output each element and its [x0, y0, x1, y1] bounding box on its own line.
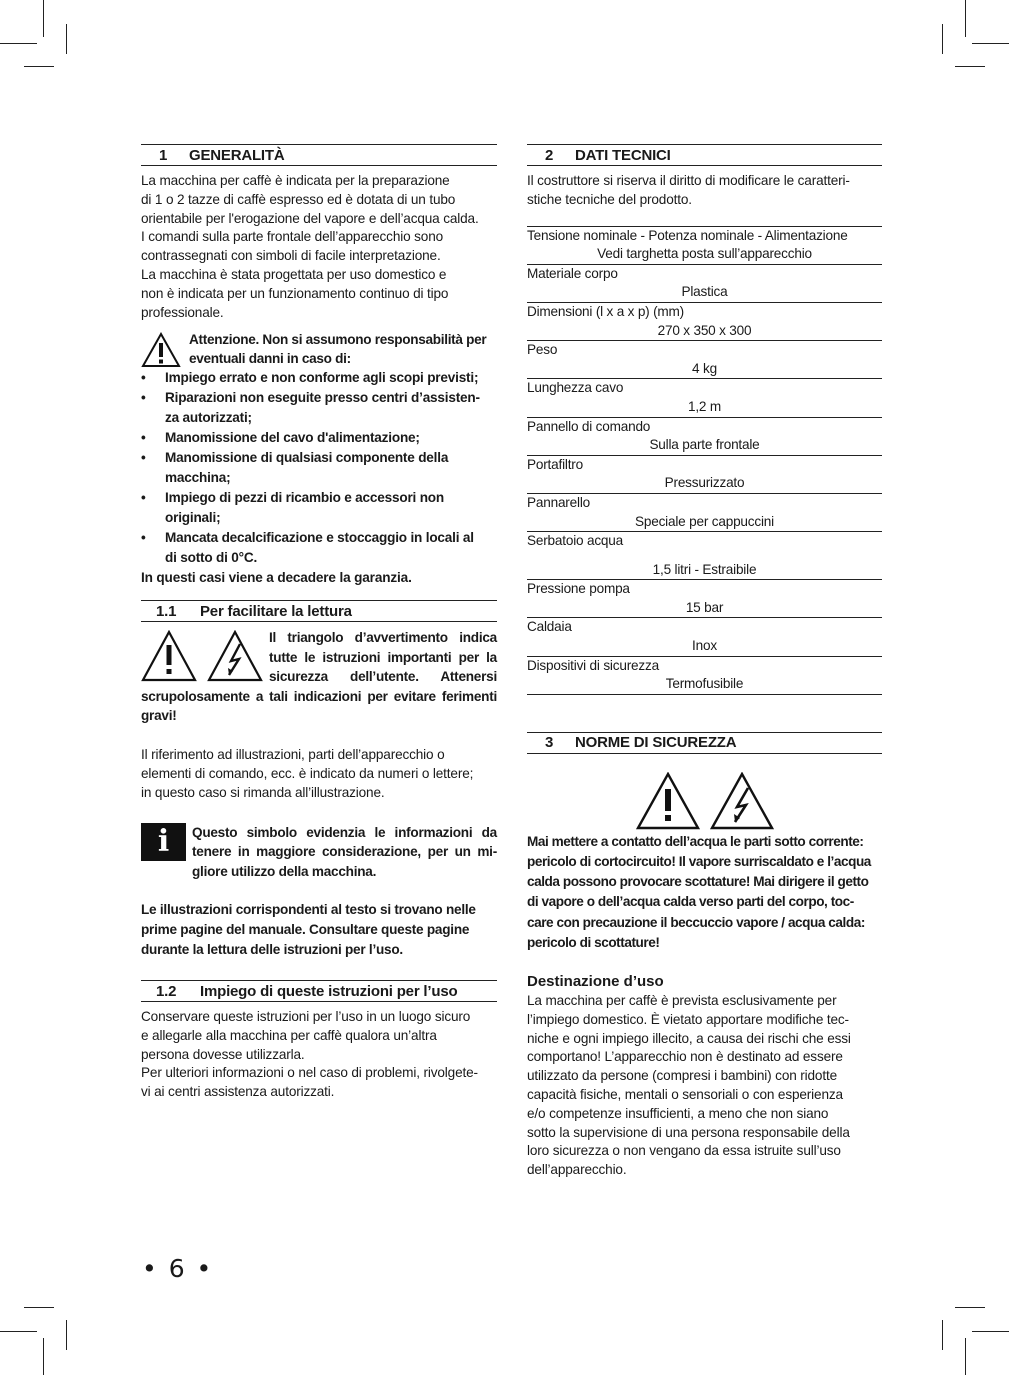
safety-icons	[527, 772, 882, 830]
info-text: Questo simbolo evidenzia le informazioni da tenere in maggiore considerazione, per un mi-gliore utilizzo della macchina.	[192, 824, 497, 879]
spec-row	[527, 265, 882, 303]
text-line: l’impiego domestico. È vietato apportare modifiche tec-	[527, 1011, 849, 1027]
spec-label: Dispositivi di sicurezza	[527, 657, 659, 673]
text-line: di 1 o 2 tazze di caffè espresso ed è dotata di un tubo	[141, 191, 456, 207]
spec-value: Sulla parte frontale	[649, 437, 760, 453]
text-line: Per ulteriori informazioni o nel caso di problemi, rivolgete-	[141, 1065, 478, 1081]
text-line: za autorizzati;	[165, 410, 252, 426]
spec-row	[527, 379, 882, 417]
text-line: Le illustrazioni corrispondenti al testo si trovano nelle	[141, 902, 476, 918]
spec-value: Termofusibile	[665, 676, 744, 692]
section-title: Impiego di queste istruzioni per l’uso	[200, 982, 458, 1000]
text-line: utilizzato da persone (compresi i bambini) con ridotte	[527, 1068, 837, 1084]
crop-mark	[965, 0, 966, 37]
list-item	[141, 488, 497, 528]
spec-label: Caldaia	[527, 619, 572, 635]
text-line: Manomissione di qualsiasi componente della	[165, 450, 449, 466]
crop-mark	[942, 24, 943, 54]
section-title: DATI TECNICI	[575, 146, 671, 164]
text-line: Mai mettere a contatto dell’acqua le parti sotto corrente:	[527, 833, 864, 849]
guarantee-note: In questi casi viene a decadere la garanzia.	[141, 570, 412, 586]
spec-label: Peso	[527, 342, 558, 358]
list-item	[141, 428, 497, 448]
liability-list	[141, 368, 497, 568]
text-line: contrassegnati con simboli di facile interpretazione.	[141, 248, 441, 264]
text-line: capacità fisiche, mentali o sensoriali o con esperienza	[527, 1087, 843, 1103]
text-line: orientabile per l'erogazione del vapore e dell’acqua calda.	[141, 210, 479, 226]
spec-label: Materiale corpo	[527, 265, 618, 281]
spec-label: Portafiltro	[527, 456, 583, 472]
text-line: niche e ogni impiego illecito, a causa dei rischi che essi	[527, 1030, 851, 1046]
spec-value: Speciale per cappuccini	[635, 513, 774, 529]
list-item	[141, 388, 497, 428]
text-line: Riparazioni non eseguite presso centri d’assisten-	[165, 390, 480, 406]
section-2-heading	[527, 144, 882, 166]
spec-row	[527, 227, 882, 265]
text-line: originali;	[165, 510, 221, 526]
spec-value: Vedi targhetta posta sull’apparecchio	[597, 246, 812, 262]
text-line: stiche tecniche del prodotto.	[527, 191, 692, 207]
text-line: La macchina è stata progettata per uso domestico e	[141, 266, 447, 282]
bullet-glyph: •	[141, 450, 146, 466]
left-column	[141, 144, 497, 1102]
right-column	[527, 144, 882, 1180]
spec-label: Serbatoio acqua	[527, 533, 624, 549]
list-item	[141, 368, 497, 388]
text-line: durante la lettura delle istruzioni per l’uso.	[141, 942, 403, 958]
page-number: • 6 •	[142, 1254, 214, 1283]
crop-mark	[972, 1331, 1009, 1332]
text-line: Attenzione. Non si assumono responsabilità per	[189, 332, 487, 348]
text-line: in questo caso si rimanda all’illustrazione.	[141, 785, 385, 800]
section-title: Per facilitare la lettura	[200, 602, 352, 620]
crop-mark	[0, 1331, 37, 1332]
text-line: dell’apparecchio.	[527, 1162, 627, 1178]
spec-row	[527, 580, 882, 618]
text-line: La macchina per caffè è prevista esclusivamente per	[527, 993, 837, 1009]
section-1-2-text	[141, 1008, 497, 1102]
spec-value: Pressurizzato	[664, 475, 745, 491]
section-number: 2	[545, 146, 554, 164]
text-line: e allegarle alla macchina per caffè qualora un’altra	[141, 1027, 437, 1043]
bullet-glyph: •	[141, 490, 146, 506]
text-line: I comandi sulla parte frontale dell’apparecchio sono	[141, 229, 444, 245]
spec-row	[527, 494, 882, 532]
section-number: 3	[545, 734, 554, 752]
intended-use-title: Destinazione d’uso	[527, 973, 664, 991]
text-line: Conservare queste istruzioni per l’uso in un luogo sicuro	[141, 1009, 471, 1025]
text-line: Impiego errato e non conforme agli scopi previsti;	[165, 370, 479, 386]
spec-value: 270 x 350 x 300	[657, 322, 752, 338]
text-line: comportano! L’apparecchio non è destinato ad essere	[527, 1049, 843, 1065]
text-line: elementi di comando, ecc. è indicato da numeri o lettere;	[141, 766, 474, 782]
text-line: eventuali danni in caso di:	[189, 351, 351, 367]
info-icon: i	[141, 823, 186, 861]
section-title: NORME DI SICUREZZA	[575, 734, 737, 752]
crop-mark	[955, 66, 985, 67]
text-line: prime pagine del manuale. Consultare queste pagine	[141, 922, 470, 938]
triangle-text: Il triangolo d’avvertimento indica tutte le istruzioni importanti per la sicurezza dell’utente. Attenersi scrupolosamente a tali indicazioni per evitare ferimenti gravi!	[141, 630, 497, 723]
section-title: GENERALITÀ	[189, 146, 285, 164]
crop-mark	[955, 1307, 985, 1308]
bullet-glyph: •	[141, 530, 146, 546]
intended-use-text	[527, 992, 882, 1180]
spec-row	[527, 303, 882, 341]
crop-mark	[66, 24, 67, 54]
crop-mark	[972, 43, 1009, 44]
crop-mark	[43, 1338, 44, 1375]
reference-note	[141, 746, 497, 802]
list-item	[141, 448, 497, 488]
safety-warning	[527, 832, 882, 953]
text-line: sotto la supervisione di una persona responsabile della	[527, 1124, 850, 1140]
text-line: e/o competenze insufficienti, a meno che non siano	[527, 1105, 829, 1121]
section-1-heading	[141, 144, 497, 166]
text-line: care con precauzione il beccuccio vapore / acqua calda:	[527, 914, 865, 930]
crop-mark	[24, 1307, 54, 1308]
spec-label: Pannello di comando	[527, 418, 651, 434]
text-line: Impiego di pezzi di ricambio e accessori non	[165, 490, 445, 506]
spec-label: Tensione nominale - Potenza nominale - Alimentazione	[527, 227, 848, 243]
section-1-intro	[141, 172, 497, 322]
info-note	[141, 823, 497, 881]
section-1-2-heading	[141, 980, 497, 1002]
list-item	[141, 528, 497, 568]
section-3-heading	[527, 732, 882, 754]
text-line: non è indicata per un funzionamento continuo di tipo	[141, 285, 449, 301]
electric-hazard-icon	[207, 630, 263, 682]
triangle-explanation	[141, 628, 497, 725]
section-1-1-heading	[141, 600, 497, 622]
spec-label: Pannarello	[527, 494, 590, 510]
bullet-glyph: •	[141, 370, 146, 386]
section-number: 1.2	[156, 982, 177, 1000]
spec-row	[527, 418, 882, 456]
liability-warning	[141, 330, 497, 368]
text-line: pericolo di scottature!	[527, 934, 660, 950]
spec-value: 4 kg	[692, 360, 717, 376]
text-line: professionale.	[141, 304, 224, 320]
text-line: Il costruttore si riserva il diritto di modificare le caratteri-	[527, 173, 850, 188]
spec-value: 1,2 m	[688, 398, 721, 414]
crop-mark	[24, 66, 54, 67]
bullet-glyph: •	[141, 430, 146, 446]
warning-triangle-icon	[141, 332, 181, 368]
crop-mark	[0, 43, 37, 44]
warning-icons	[141, 630, 263, 682]
section-number: 1.1	[156, 602, 177, 620]
text-line: persona dovesse utilizzarla.	[141, 1046, 305, 1062]
text-line: Mancata decalcificazione e stoccaggio in locali al	[165, 530, 474, 546]
crop-mark	[965, 1338, 966, 1375]
text-line: di vapore o dell’acqua calda verso parti del corpo, toc-	[527, 894, 854, 910]
section-2-intro	[527, 172, 882, 210]
spec-label: Lunghezza cavo	[527, 380, 624, 396]
warning-triangle-icon	[141, 630, 197, 682]
text-line: pericolo di cortocircuito! Il vapore surriscaldato e l’acqua	[527, 854, 871, 870]
text-line: macchina;	[165, 470, 231, 486]
spec-table	[527, 226, 882, 695]
crop-mark	[43, 0, 44, 37]
text-line: calda possono provocare scottature! Mai dirigere il getto	[527, 874, 869, 890]
illustrations-note	[141, 900, 497, 960]
spec-value: Inox	[692, 638, 717, 654]
bullet-glyph: •	[141, 390, 146, 406]
text-line: loro sicurezza o non vengano da essa istruite sull’uso	[527, 1143, 841, 1159]
spec-row	[527, 618, 882, 656]
spec-row	[527, 657, 882, 695]
electric-hazard-icon	[710, 772, 774, 830]
text-line: vi ai centri assistenza autorizzati.	[141, 1084, 335, 1100]
spec-row	[527, 341, 882, 379]
crop-mark	[66, 1320, 67, 1350]
warning-triangle-icon	[636, 772, 700, 830]
crop-mark	[942, 1320, 943, 1350]
text-line: La macchina per caffè è indicata per la preparazione	[141, 173, 450, 188]
section-number: 1	[159, 146, 168, 164]
spec-label: Dimensioni (l x a x p) (mm)	[527, 303, 684, 319]
spec-value: 15 bar	[685, 599, 724, 615]
spec-row	[527, 532, 882, 580]
text-line: di sotto di 0°C.	[165, 550, 258, 566]
text-line: Il riferimento ad illustrazioni, parti dell’apparecchio o	[141, 747, 445, 763]
spec-row	[527, 456, 882, 494]
spec-value: 1,5 litri - Estraibile	[652, 561, 757, 577]
text-line: Manomissione del cavo d'alimentazione;	[165, 430, 420, 446]
spec-value: Plastica	[681, 284, 728, 300]
spec-label: Pressione pompa	[527, 581, 630, 597]
